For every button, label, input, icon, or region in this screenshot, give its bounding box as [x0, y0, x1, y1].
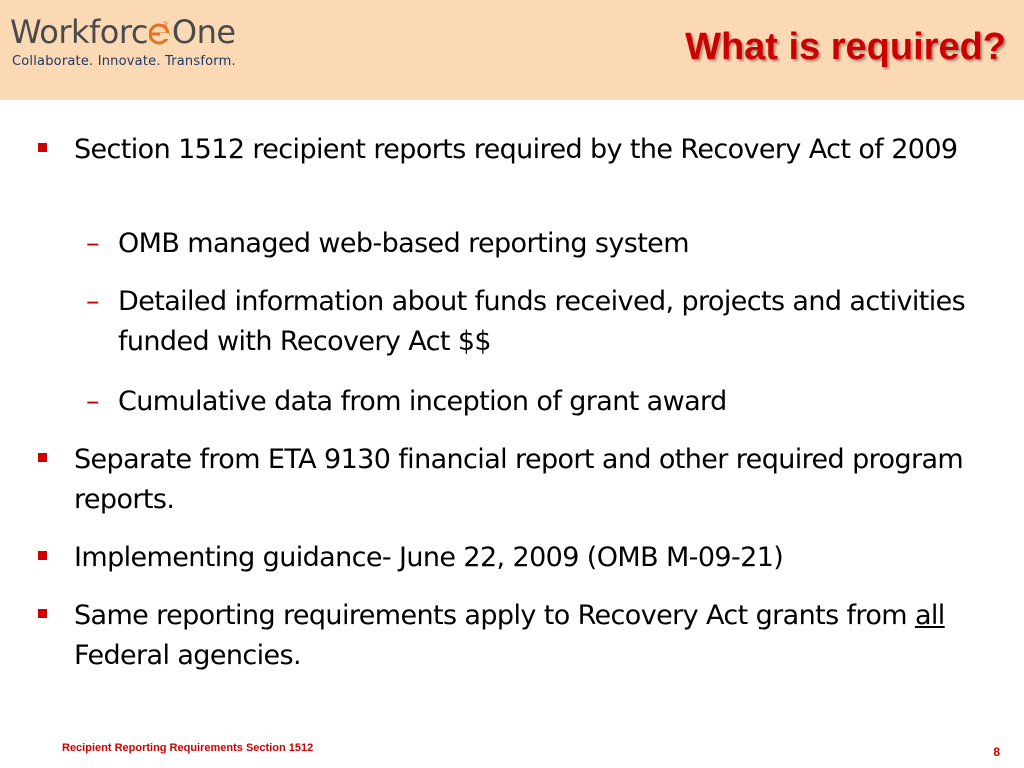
footer-text: Recipient Reporting Requirements Section 1512 — [62, 742, 314, 754]
underlined-word: all — [914, 600, 945, 631]
bullet-text-start: Same reporting requirements apply to Recovery Act grants from — [74, 600, 915, 631]
logo-tagline: Collaborate. Innovate. Transform. — [12, 54, 236, 69]
bullet-text: Section 1512 recipient reports required by the Recovery Act of 2009 — [74, 134, 958, 165]
bullet-text-end: Federal agencies. — [74, 640, 301, 671]
logo-wordmark — [10, 12, 236, 52]
workforce3one-logo — [10, 12, 270, 74]
sub-bullet-text: OMB managed web-based reporting system — [118, 228, 689, 259]
logo-superscript: 3 — [161, 21, 168, 31]
page-number: 8 — [993, 745, 1000, 759]
dash-bullet-icon: – — [86, 228, 100, 259]
bullet-text: Separate from ETA 9130 financial report and other required program reports. — [74, 444, 964, 515]
logo-word-end: One — [171, 13, 236, 51]
bullet-text: Implementing guidance- June 22, 2009 (OMB M-09-21) — [74, 542, 784, 573]
square-bullet-icon — [38, 143, 47, 152]
logo-e-icon — [149, 21, 171, 45]
sub-bullet-text: Cumulative data from inception of grant award — [118, 386, 727, 417]
slide-title: What is required? — [685, 26, 1006, 68]
square-bullet-icon — [38, 551, 47, 560]
dash-bullet-icon: – — [86, 386, 100, 417]
square-bullet-icon — [38, 609, 47, 618]
square-bullet-icon — [38, 453, 47, 462]
bullet-text — [74, 596, 984, 676]
header-band — [0, 0, 1024, 100]
logo-word-start: Workforc — [10, 13, 148, 51]
dash-bullet-icon: – — [86, 286, 100, 317]
sub-bullet-text: Detailed information about funds received, projects and activities funded with Recovery Act $$ — [118, 286, 966, 357]
